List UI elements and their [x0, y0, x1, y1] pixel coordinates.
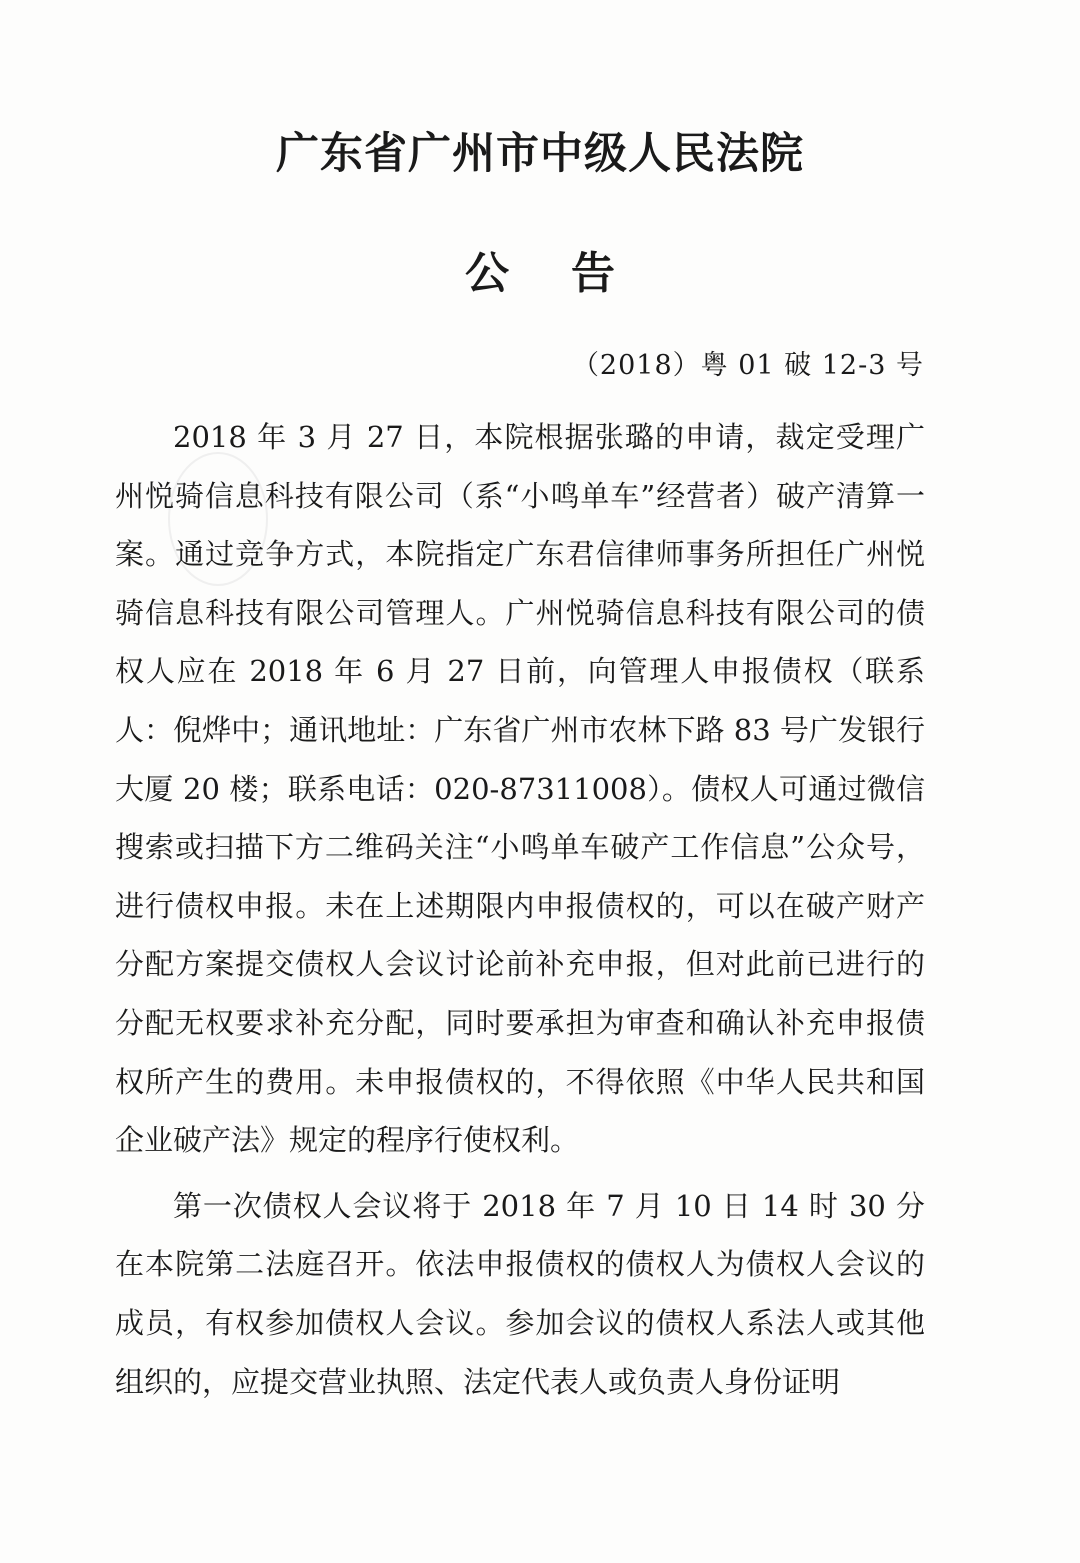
case-number: （2018）粤 01 破 12-3 号: [571, 350, 924, 381]
paragraph-creditors-meeting: 第一次债权人会议将于 2018 年 7 月 10 日 14 时 30 分在本院第二法庭召开。依法申报债权的债权人为债权人会议的成员，有权参加债权人会议。参加会议的债权人系法人或其他组织的，应提交营业执照、法定代表人或负责人身份证明: [115, 1188, 925, 1399]
notice-body: [115, 408, 925, 1418]
notice-title: [0, 242, 1080, 306]
notice-title-char-1: 公: [465, 248, 509, 299]
notice-title-char-2: 告: [571, 248, 615, 299]
court-name-heading: 广东省广州市中级人民法院: [276, 129, 804, 179]
paragraph-claims-declaration: 2018 年 3 月 27 日，本院根据张璐的申请，裁定受理广州悦骑信息科技有限公司（系“小鸣单车”经营者）破产清算一案。通过竞争方式，本院指定广东君信律师事务所担任广州悦骑信息科技有限公司管理人。广州悦骑信息科技有限公司的债权人应在 2018 年 6 月 27 日前，向管理人申报债权（联系人：倪烨中；通讯地址：广东省广州市农林下路 83 号广发银行大厦 20 楼；联系电话：020-87311008）。债权人可通过微信搜索或扫描下方二维码关注“小鸣单车破产工作信息”公众号，进行债权申报。未在上述期限内申报债权的，可以在破产财产分配方案提交债权人会议讨论前补充申报，但对此前已进行的分配无权要求补充分配，同时要承担为审查和确认补充申报债权所产生的费用。未申报债权的，不得依照《中华人民共和国企业破产法》规定的程序行使权利。: [115, 420, 925, 1158]
